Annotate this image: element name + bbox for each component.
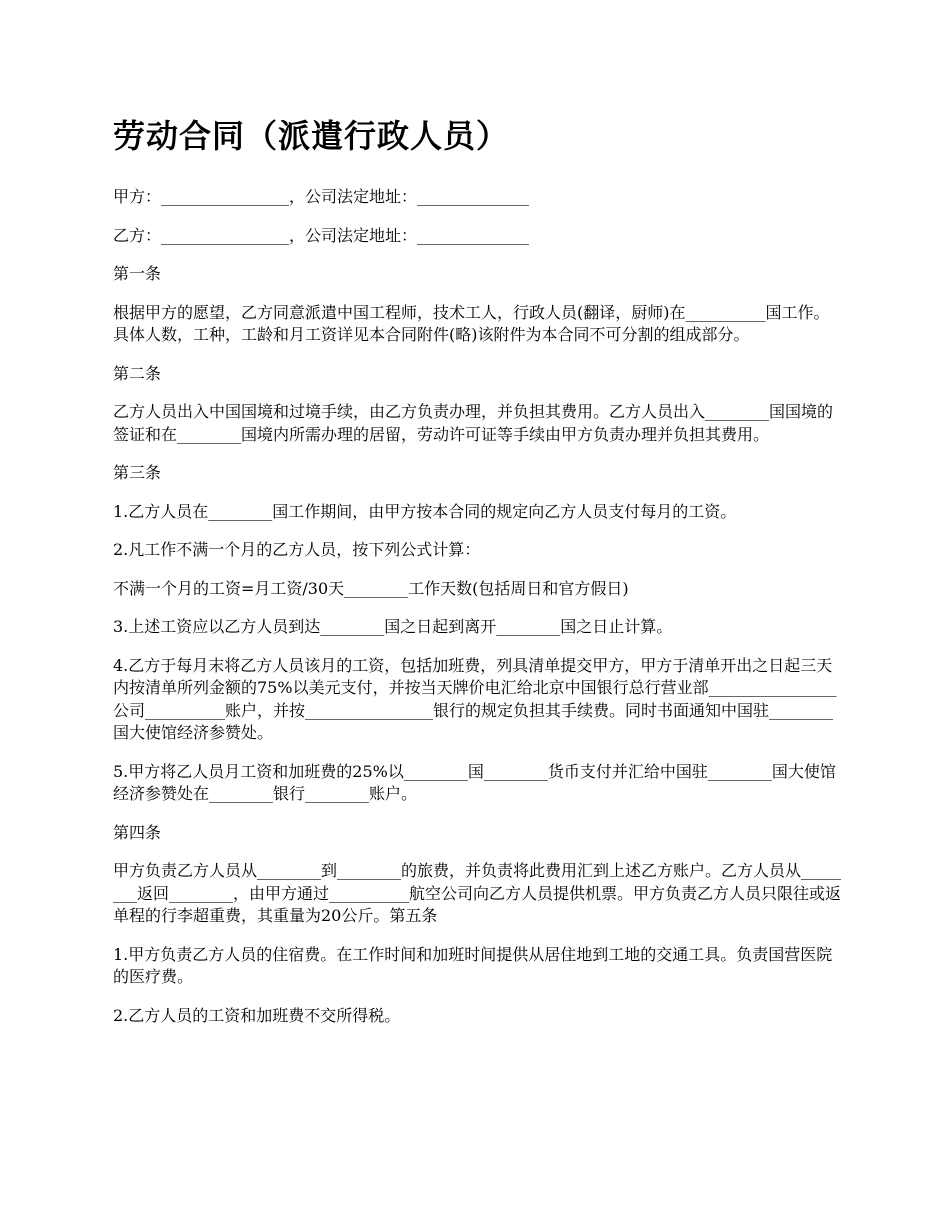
- article-3-clause-2: 2.凡工作不满一个月的乙方人员，按下列公式计算：: [113, 540, 481, 559]
- document-title: 劳动合同（派遣行政人员）: [113, 117, 510, 155]
- party-a-line: 甲方：________________，公司法定地址：______________: [113, 187, 530, 206]
- article-3-clause-5: 5.甲方将乙人员月工资和加班费的25%以________国________货币支付并汇给中国驻________国大使馆经济参赞处在________银行________账户。: [113, 761, 836, 803]
- article-4-body: 甲方负责乙方人员从________到________的旅费，并负责将此费用汇到上述乙方账户。乙方人员从________返回________，由甲方通过__________航空公司向乙方人员提供机票。甲方负责乙方人员只限往或返单程的行李超重费，其重量为20公斤。第五条: [113, 861, 842, 925]
- article-5-clause-2: 2.乙方人员的工资和加班费不交所得税。: [113, 1005, 401, 1025]
- article-3-clause-4: 4.乙方于每月末将乙方人员该月的工资，包括加班费，列具清单提交甲方，甲方于清单开出之日起三天内按清单所列金额的75%以美元支付，并按当天牌价电汇给北京中国银行总行营业部________________公司__________账户，并按________________银行的规定负担其手续费。同时书面通知中国驻________国大使馆经济参赞处。: [113, 655, 837, 742]
- article-2-body: 乙方人员出入中国国境和过境手续，由乙方负责办理，并负担其费用。乙方人员出入________国国境的签证和在________国境内所需办理的居留，劳动许可证等手续由甲方负责办理并负担其费用。: [113, 402, 834, 444]
- article-1-heading: 第一条: [113, 264, 162, 283]
- article-5-clause-1: 1.甲方负责乙方人员的住宿费。在工作时间和加班时间提供从居住地到工地的交通工具。负责国营医院的医疗费。: [113, 944, 833, 986]
- article-3-clause-3: 3.上述工资应以乙方人员到达________国之日起到离开________国之日止计算。: [113, 617, 673, 636]
- party-b-line: 乙方：________________，公司法定地址：______________: [113, 225, 530, 245]
- document-page: [113, 112, 843, 1043]
- article-3-heading: 第三条: [113, 463, 162, 482]
- article-3-formula: 不满一个月的工资=月工资/30天________工作天数(包括周日和官方假日): [113, 578, 629, 598]
- article-4-heading: 第四条: [113, 822, 162, 842]
- article-3-clause-1: 1.乙方人员在________国工作期间，由甲方按本合同的规定向乙方人员支付每月的工资。: [113, 501, 737, 521]
- article-2-heading: 第二条: [113, 363, 162, 383]
- article-1-body: 根据甲方的愿望，乙方同意派遣中国工程师，技术工人，行政人员(翻译，厨师)在__________国工作。具体人数，工种，工龄和月工资详见本合同附件(略)该附件为本合同不可分割的组成部分。: [113, 302, 830, 344]
